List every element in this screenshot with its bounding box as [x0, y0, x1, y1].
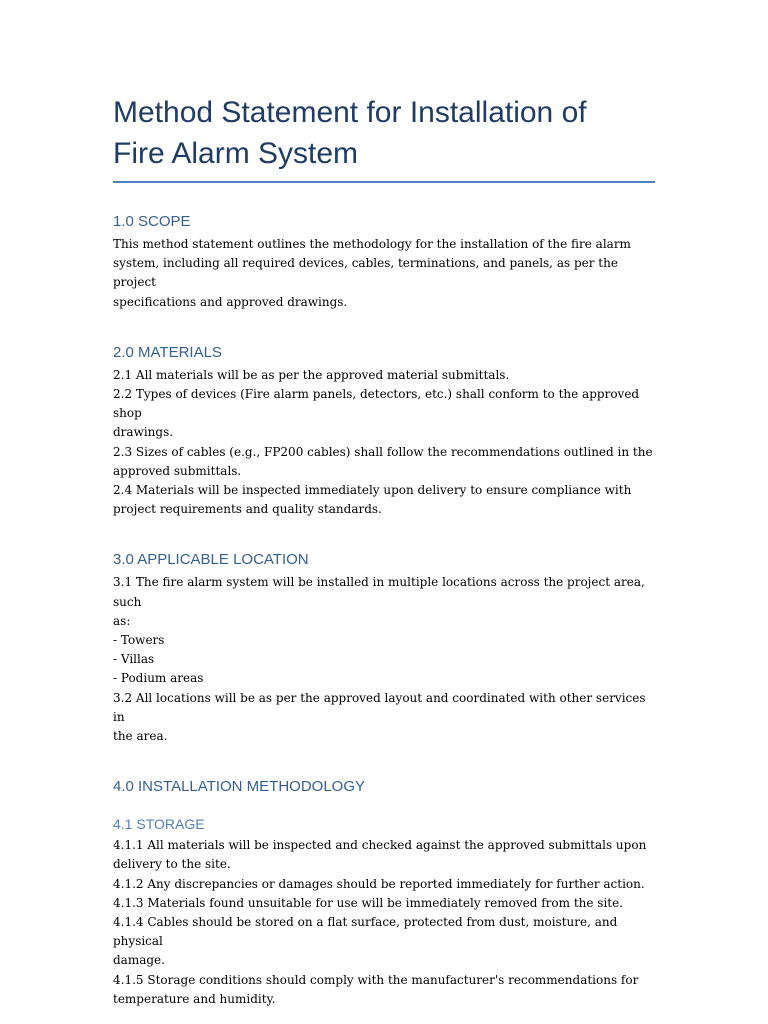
title-underline [113, 181, 655, 183]
location-list-item: - Villas [113, 652, 155, 667]
scope-line: specifications and approved drawings. [113, 294, 348, 309]
section-scope [113, 212, 658, 312]
materials-line: 2.1 All materials will be as per the approved material submittals. [113, 367, 510, 382]
materials-line: 2.4 Materials will be inspected immediately upon delivery to ensure compliance with [113, 483, 632, 498]
scope-heading: 1.0 SCOPE [113, 213, 191, 230]
location-line: 3.2 All locations will be as per the approved layout and coordinated with other services in [113, 690, 646, 724]
storage-line: 4.1.3 Materials found unsuitable for use will be immediately removed from the site. [113, 895, 624, 910]
section-materials [113, 343, 658, 520]
storage-line: 4.1.2 Any discrepancies or damages should be reported immediately for further action. [113, 876, 645, 891]
location-paragraph [113, 573, 658, 746]
scope-paragraph [113, 235, 658, 312]
location-line: as: [113, 613, 131, 628]
storage-line: delivery to the site. [113, 857, 231, 872]
materials-paragraph [113, 366, 658, 520]
storage-heading: 4.1 STORAGE [113, 816, 205, 833]
title-line-2: Fire Alarm System [113, 137, 359, 170]
location-heading: 3.0 APPLICABLE LOCATION [113, 551, 309, 569]
scope-line: This method statement outlines the methodology for the installation of the fire alarm [113, 237, 631, 251]
materials-line: approved submittals. [113, 463, 242, 478]
section-location [113, 550, 658, 746]
location-list-item: - Towers [113, 633, 165, 648]
location-line: the area. [113, 729, 168, 744]
methodology-heading: 4.0 INSTALLATION METHODOLOGY [113, 778, 365, 796]
location-list-item: - Podium areas [113, 671, 204, 686]
materials-heading: 2.0 MATERIALS [113, 343, 222, 361]
storage-paragraph [113, 836, 658, 1009]
storage-line: 4.1.1 All materials will be inspected and checked against the approved submittals upon [113, 838, 647, 853]
materials-line: 2.3 Sizes of cables (e.g., FP200 cables) shall follow the recommendations outlined in the [113, 444, 653, 459]
storage-line: 4.1.5 Storage conditions should comply with the manufacturer's recommendations for [113, 972, 639, 987]
scope-line: system, including all required devices, cables, terminations, and panels, as per the project [113, 256, 618, 290]
materials-line: drawings. [113, 425, 174, 440]
location-line: 3.1 The fire alarm system will be installed in multiple locations across the project area, such [113, 575, 645, 609]
section-methodology [113, 777, 658, 1009]
document-page [113, 92, 658, 1009]
storage-line: 4.1.4 Cables should be stored on a flat surface, protected from dust, moisture, and physical [113, 915, 618, 949]
storage-line: damage. [113, 953, 165, 968]
storage-line: temperature and humidity. [113, 991, 276, 1006]
materials-line: 2.2 Types of devices (Fire alarm panels, detectors, etc.) shall conform to the approved shop [113, 387, 640, 421]
materials-line: project requirements and quality standards. [113, 502, 382, 517]
document-title [113, 92, 658, 174]
title-line-1: Method Statement for Installation of [113, 96, 587, 129]
